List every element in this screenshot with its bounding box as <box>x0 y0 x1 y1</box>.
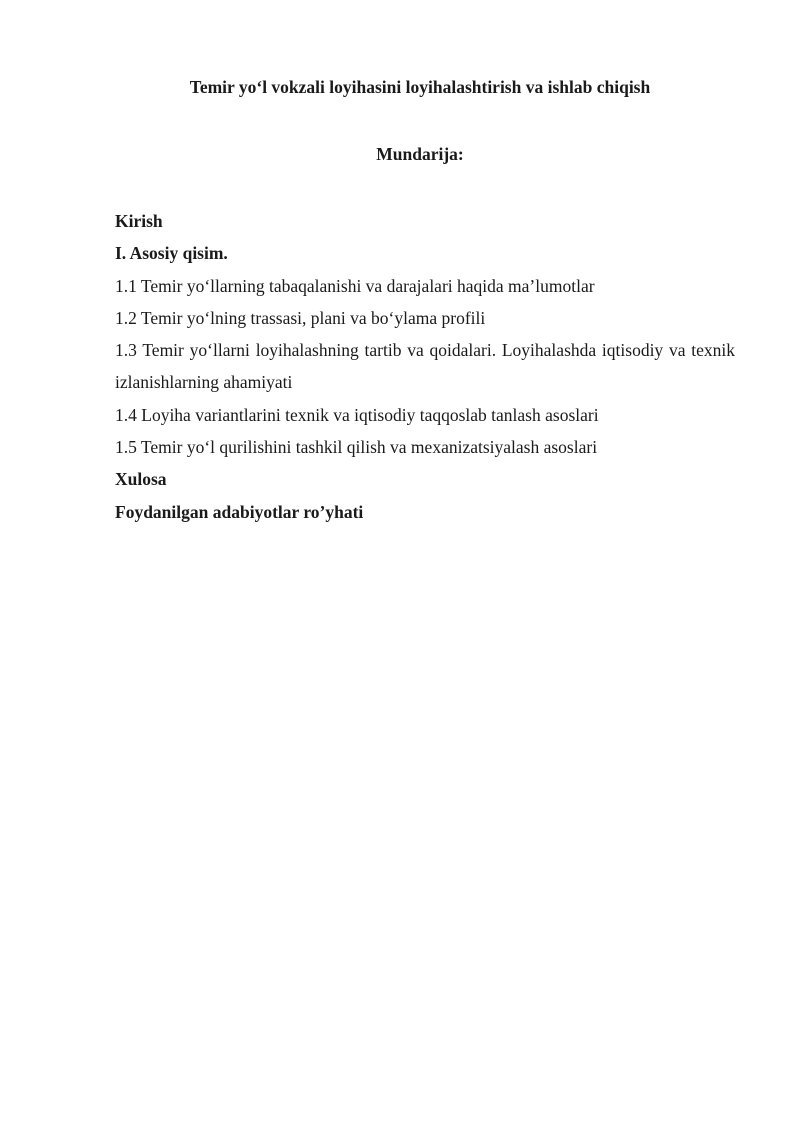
toc-item-main-part: I. Asosiy qisim. <box>115 243 228 264</box>
toc-item-introduction: Kirish <box>115 211 163 231</box>
toc-item-1-3: 1.3 Temir yo‘llarni loyihalashning tartib va qoidalari. Loyihalashda iqtisodiy va texnik izlanishlarning ahamiyati <box>115 340 735 393</box>
toc-item-conclusion: Xulosa <box>115 469 167 490</box>
toc-item-1-1: 1.1 Temir yo‘llarning tabaqalanishi va darajalari haqida ma’lumotlar <box>115 275 595 296</box>
toc-heading: Mundarija: <box>376 144 464 164</box>
toc-item-1-4: 1.4 Loyiha variantlarini texnik va iqtisodiy taqqoslab tanlash asoslari <box>115 404 599 425</box>
toc-item-1-2: 1.2 Temir yo‘lning trassasi, plani va bo‘ylama profili <box>115 307 486 328</box>
document-title: Temir yo‘l vokzali loyihasini loyihalashtirish va ishlab chiqish <box>189 77 651 97</box>
toc-item-1-5: 1.5 Temir yo‘l qurilishini tashkil qilish va mexanizatsiyalash asoslari <box>115 437 598 458</box>
toc-item-references: Foydanilgan adabiyotlar ro’yhati <box>115 501 364 522</box>
table-of-contents <box>115 205 735 528</box>
